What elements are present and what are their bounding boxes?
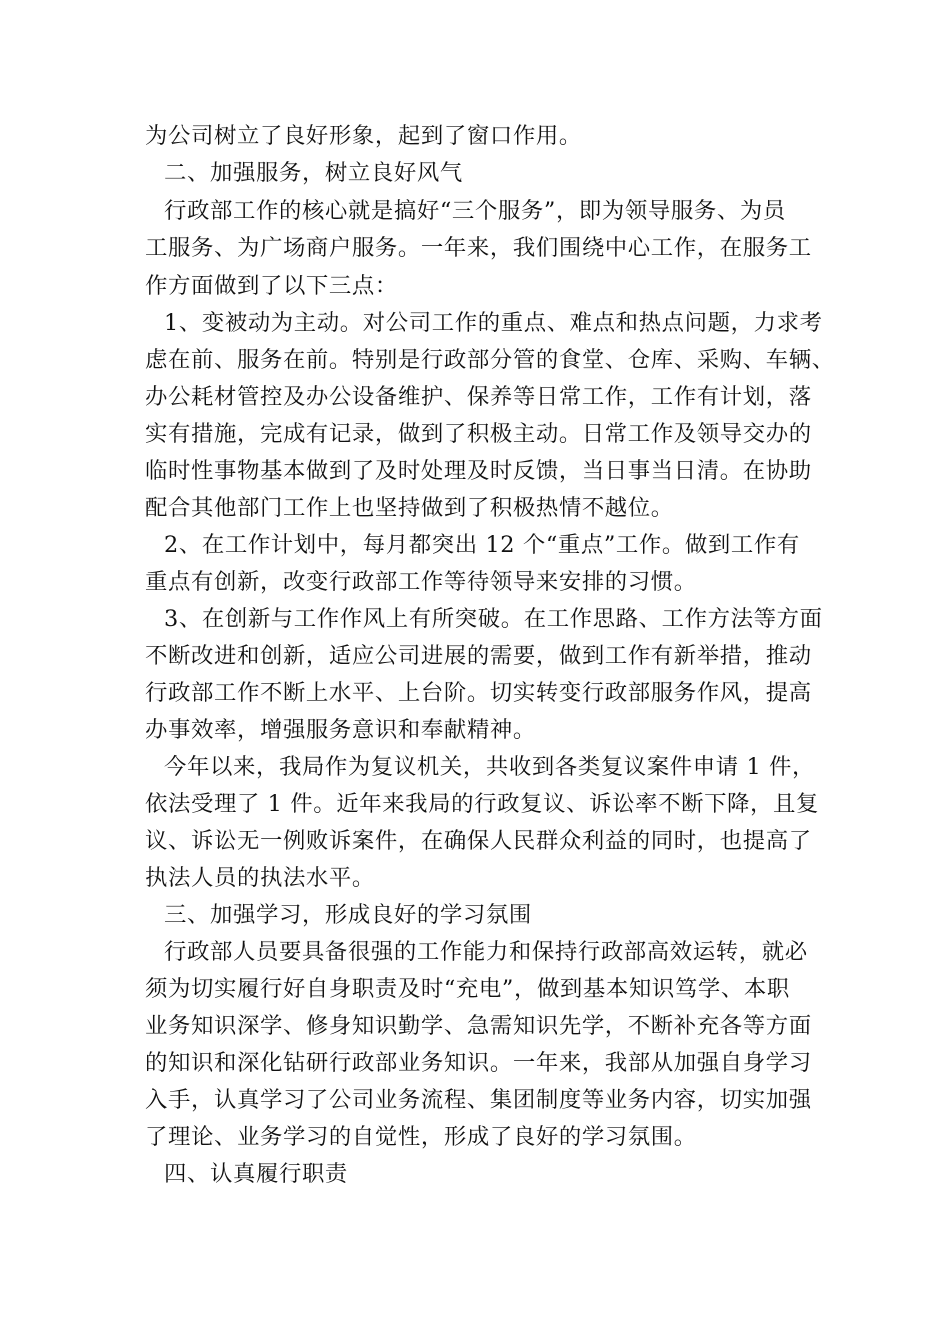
text-line: 临时性事物基本做到了及时处理及时反馈，当日事当日清。在协助	[145, 458, 812, 484]
text-line: 重点有创新，改变行政部工作等待领导来安排的习惯。	[145, 569, 697, 595]
text-line: 不断改进和创新，适应公司进展的需要，做到工作有新举措，推动	[145, 643, 812, 669]
text-line: 办事效率，增强服务意识和奉献精神。	[145, 717, 536, 743]
text-line: 作方面做到了以下三点：	[145, 273, 398, 299]
text-line: 议、诉讼无一例败诉案件，在确保人民群众利益的同时，也提高了	[145, 828, 812, 854]
text-line: 为公司树立了良好形象，起到了窗口作用。	[145, 123, 582, 149]
section-heading: 四、认真履行职责	[164, 1161, 348, 1187]
section-heading: 三、加强学习，形成良好的学习氛围	[164, 902, 532, 928]
text-line: 工服务、为广场商户服务。一年来，我们围绕中心工作，在服务工	[145, 235, 812, 261]
text-line: 实有措施，完成有记录，做到了积极主动。日常工作及领导交办的	[145, 421, 812, 447]
text-line: 行政部人员要具备很强的工作能力和保持行政部高效运转，就必	[164, 939, 808, 965]
text-line: 行政部工作的核心就是搞好“三个服务”，即为领导服务、为员	[164, 198, 786, 224]
text-line: 1、变被动为主动。对公司工作的重点、难点和热点问题，力求考	[164, 310, 823, 336]
text-line: 执法人员的执法水平。	[145, 865, 375, 891]
text-line: 依法受理了 1 件。近年来我局的行政复议、诉讼率不断下降，且复	[145, 791, 820, 817]
text-line: 了理论、业务学习的自觉性，形成了良好的学习氛围。	[145, 1124, 697, 1150]
text-line: 今年以来，我局作为复议机关，共收到各类复议案件申请 1 件，	[164, 754, 816, 780]
text-line: 须为切实履行好自身职责及时“充电”，做到基本知识笃学、本职	[145, 976, 790, 1002]
text-line: 业务知识深学、修身知识勤学、急需知识先学，不断补充各等方面	[145, 1013, 812, 1039]
text-line: 行政部工作不断上水平、上台阶。切实转变行政部服务作风，提高	[145, 680, 812, 706]
text-line: 入手，认真学习了公司业务流程、集团制度等业务内容，切实加强	[145, 1087, 812, 1113]
section-heading: 二、加强服务，树立良好风气	[164, 160, 463, 186]
text-line: 2、在工作计划中，每月都突出 12 个“重点”工作。做到工作有	[164, 532, 800, 558]
text-line: 的知识和深化钻研行政部业务知识。一年来，我部从加强自身学习	[145, 1050, 812, 1076]
text-line: 3、在创新与工作作风上有所突破。在工作思路、工作方法等方面	[164, 606, 823, 632]
text-line: 办公耗材管控及办公设备维护、保养等日常工作，工作有计划，落	[145, 384, 812, 410]
text-line: 配合其他部门工作上也坚持做到了积极热情不越位。	[145, 495, 674, 521]
text-line: 虑在前、服务在前。特别是行政部分管的食堂、仓库、采购、车辆、	[145, 347, 835, 373]
